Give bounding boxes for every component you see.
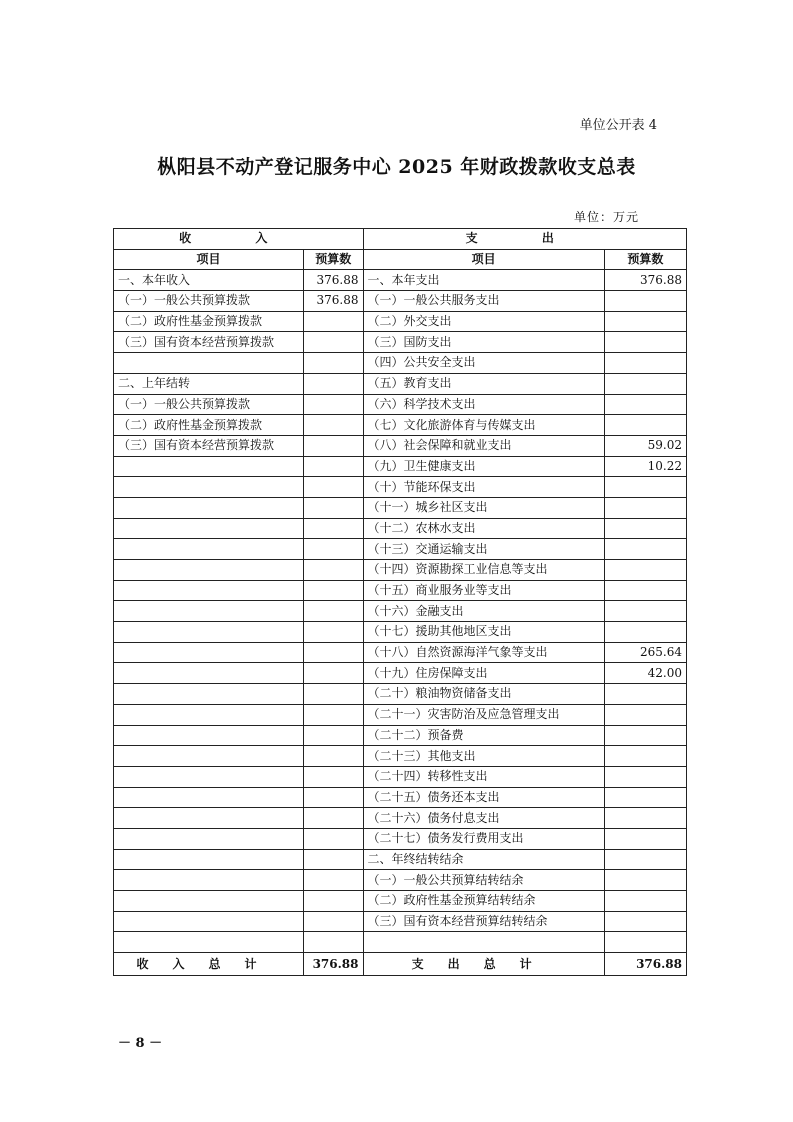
- table-row: [114, 539, 687, 560]
- income-budget-cell: [303, 766, 363, 787]
- table-row: [114, 580, 687, 601]
- expense-item-cell: （七）文化旅游体育与传媒支出: [363, 415, 604, 436]
- table-row: [114, 497, 687, 518]
- page-title: 枞阳县不动产登记服务中心 2025 年财政拨款收支总表: [157, 156, 636, 178]
- expense-budget-cell: [604, 704, 686, 725]
- income-budget-cell: [303, 932, 363, 953]
- table-row: [114, 477, 687, 498]
- column-header-row: [114, 249, 687, 270]
- expense-item-cell: （九）卫生健康支出: [363, 456, 604, 477]
- table-row: [114, 435, 687, 456]
- income-item-cell: [114, 911, 304, 932]
- expense-item-cell: （十一）城乡社区支出: [363, 497, 604, 518]
- income-item-cell: （一）一般公共预算拨款: [114, 394, 304, 415]
- expense-budget-cell: 376.88: [604, 270, 686, 291]
- income-budget-cell: [303, 684, 363, 705]
- expense-budget-cell: [604, 539, 686, 560]
- table-row: [114, 291, 687, 312]
- income-item-cell: [114, 704, 304, 725]
- expense-budget-cell: [604, 477, 686, 498]
- expense-item-cell: 二、年终结转结余: [363, 849, 604, 870]
- table-row: [114, 891, 687, 912]
- income-budget-cell: [303, 580, 363, 601]
- income-item-cell: [114, 539, 304, 560]
- table-body: [114, 270, 687, 953]
- table-row: [114, 870, 687, 891]
- income-item-cell: 一、本年收入: [114, 270, 304, 291]
- income-item-cell: 二、上年结转: [114, 373, 304, 394]
- expense-item-cell: （二十一）灾害防治及应急管理支出: [363, 704, 604, 725]
- expense-budget-cell: [604, 911, 686, 932]
- table-row: [114, 456, 687, 477]
- income-budget-cell: [303, 415, 363, 436]
- table-row: [114, 828, 687, 849]
- expense-item-cell: （二十五）债务还本支出: [363, 787, 604, 808]
- income-item-cell: （三）国有资本经营预算拨款: [114, 435, 304, 456]
- income-item-cell: [114, 518, 304, 539]
- table-row: [114, 622, 687, 643]
- expense-item-cell: （十三）交通运输支出: [363, 539, 604, 560]
- expense-item-cell: （二十三）其他支出: [363, 746, 604, 767]
- expense-budget-cell: [604, 746, 686, 767]
- table-row: [114, 311, 687, 332]
- income-budget-cell: [303, 787, 363, 808]
- income-budget-cell: [303, 911, 363, 932]
- table-row: [114, 766, 687, 787]
- expense-budget-cell: [604, 394, 686, 415]
- income-budget-cell: [303, 456, 363, 477]
- income-budget-cell: [303, 435, 363, 456]
- income-budget-cell: [303, 870, 363, 891]
- income-item-cell: [114, 663, 304, 684]
- income-item-cell: [114, 787, 304, 808]
- income-budget-cell: [303, 828, 363, 849]
- income-budget-cell: [303, 332, 363, 353]
- expense-section-header: 支 出: [363, 229, 686, 250]
- expense-item-cell: （二十）粮油物资储备支出: [363, 684, 604, 705]
- income-total-label: 收入总计: [114, 953, 304, 976]
- income-budget-cell: [303, 373, 363, 394]
- income-item-cell: [114, 477, 304, 498]
- total-row: [114, 953, 687, 976]
- income-budget-cell: [303, 539, 363, 560]
- expense-item-cell: （十五）商业服务业等支出: [363, 580, 604, 601]
- expense-item-cell: （三）国防支出: [363, 332, 604, 353]
- income-budget-cell: [303, 704, 363, 725]
- income-item-cell: [114, 580, 304, 601]
- expense-item-cell: （十七）援助其他地区支出: [363, 622, 604, 643]
- expense-budget-cell: [604, 787, 686, 808]
- expense-item-cell: [363, 932, 604, 953]
- income-item-cell: （二）政府性基金预算拨款: [114, 415, 304, 436]
- expense-item-cell: （二十二）预备费: [363, 725, 604, 746]
- income-section-header: 收 入: [114, 229, 364, 250]
- income-budget-cell: [303, 353, 363, 374]
- section-header-row: [114, 229, 687, 250]
- income-budget-cell: [303, 518, 363, 539]
- expense-total-label: 支出总计: [363, 953, 604, 976]
- expense-item-cell: （十二）农林水支出: [363, 518, 604, 539]
- income-budget-cell: [303, 477, 363, 498]
- budget-table: [113, 228, 687, 976]
- expense-budget-cell: [604, 353, 686, 374]
- expense-item-cell: （六）科学技术支出: [363, 394, 604, 415]
- income-item-cell: [114, 497, 304, 518]
- income-item-cell: [114, 684, 304, 705]
- table-row: [114, 332, 687, 353]
- expense-item-cell: （四）公共安全支出: [363, 353, 604, 374]
- table-row: [114, 787, 687, 808]
- table-row: [114, 808, 687, 829]
- income-item-header: 项目: [114, 249, 304, 270]
- expense-item-cell: （二十七）债务发行费用支出: [363, 828, 604, 849]
- table-row: [114, 684, 687, 705]
- expense-item-cell: （三）国有资本经营预算结转结余: [363, 911, 604, 932]
- expense-budget-cell: 10.22: [604, 456, 686, 477]
- expense-item-cell: （五）教育支出: [363, 373, 604, 394]
- expense-budget-cell: [604, 828, 686, 849]
- expense-budget-cell: [604, 725, 686, 746]
- income-item-cell: [114, 808, 304, 829]
- expense-item-cell: （二十六）债务付息支出: [363, 808, 604, 829]
- table-row: [114, 373, 687, 394]
- expense-budget-cell: [604, 373, 686, 394]
- income-item-cell: [114, 766, 304, 787]
- expense-budget-cell: [604, 311, 686, 332]
- expense-budget-cell: 42.00: [604, 663, 686, 684]
- expense-budget-cell: [604, 622, 686, 643]
- expense-item-cell: （十六）金融支出: [363, 601, 604, 622]
- income-item-cell: [114, 870, 304, 891]
- income-item-cell: [114, 622, 304, 643]
- income-budget-header: 预算数: [303, 249, 363, 270]
- table-row: [114, 932, 687, 953]
- expense-budget-cell: [604, 849, 686, 870]
- expense-item-cell: （一）一般公共预算结转结余: [363, 870, 604, 891]
- expense-item-cell: （十九）住房保障支出: [363, 663, 604, 684]
- income-item-cell: [114, 601, 304, 622]
- expense-item-cell: （十四）资源勘探工业信息等支出: [363, 560, 604, 581]
- income-item-cell: （三）国有资本经营预算拨款: [114, 332, 304, 353]
- table-tag: 单位公开表 4: [579, 118, 657, 133]
- expense-item-cell: （十）节能环保支出: [363, 477, 604, 498]
- income-budget-cell: [303, 394, 363, 415]
- income-budget-cell: [303, 891, 363, 912]
- page-number: － 8 －: [118, 1036, 163, 1051]
- expense-item-cell: 一、本年支出: [363, 270, 604, 291]
- table-row: [114, 601, 687, 622]
- expense-budget-cell: [604, 332, 686, 353]
- income-item-cell: [114, 932, 304, 953]
- expense-budget-cell: [604, 291, 686, 312]
- table-row: [114, 415, 687, 436]
- table-row: [114, 270, 687, 291]
- expense-budget-cell: [604, 415, 686, 436]
- expense-budget-cell: [604, 870, 686, 891]
- income-item-cell: （二）政府性基金预算拨款: [114, 311, 304, 332]
- income-budget-cell: [303, 497, 363, 518]
- expense-budget-cell: [604, 766, 686, 787]
- expense-item-cell: （二）外交支出: [363, 311, 604, 332]
- income-budget-cell: [303, 663, 363, 684]
- income-budget-cell: [303, 746, 363, 767]
- expense-item-cell: （八）社会保障和就业支出: [363, 435, 604, 456]
- expense-budget-cell: [604, 932, 686, 953]
- income-total-value: 376.88: [303, 953, 363, 976]
- income-budget-cell: [303, 622, 363, 643]
- unit-label: 单位：万元: [573, 210, 639, 224]
- income-item-cell: [114, 642, 304, 663]
- expense-item-header: 项目: [363, 249, 604, 270]
- expense-budget-cell: [604, 497, 686, 518]
- table-row: [114, 911, 687, 932]
- income-item-cell: [114, 849, 304, 870]
- expense-budget-cell: 59.02: [604, 435, 686, 456]
- income-budget-cell: [303, 311, 363, 332]
- expense-item-cell: （十八）自然资源海洋气象等支出: [363, 642, 604, 663]
- expense-budget-cell: [604, 560, 686, 581]
- income-item-cell: [114, 456, 304, 477]
- expense-budget-cell: [604, 684, 686, 705]
- income-item-cell: [114, 891, 304, 912]
- table-row: [114, 725, 687, 746]
- income-budget-cell: 376.88: [303, 291, 363, 312]
- expense-item-cell: （一）一般公共服务支出: [363, 291, 604, 312]
- income-item-cell: [114, 746, 304, 767]
- income-budget-cell: [303, 642, 363, 663]
- income-item-cell: [114, 828, 304, 849]
- income-budget-cell: 376.88: [303, 270, 363, 291]
- income-item-cell: [114, 353, 304, 374]
- income-item-cell: [114, 560, 304, 581]
- income-budget-cell: [303, 849, 363, 870]
- expense-budget-header: 预算数: [604, 249, 686, 270]
- table-row: [114, 704, 687, 725]
- table-row: [114, 560, 687, 581]
- income-budget-cell: [303, 601, 363, 622]
- table-row: [114, 518, 687, 539]
- table-row: [114, 663, 687, 684]
- expense-item-cell: （二）政府性基金预算结转结余: [363, 891, 604, 912]
- expense-budget-cell: [604, 518, 686, 539]
- income-budget-cell: [303, 725, 363, 746]
- table-row: [114, 849, 687, 870]
- expense-budget-cell: [604, 891, 686, 912]
- table-row: [114, 642, 687, 663]
- expense-total-value: 376.88: [604, 953, 686, 976]
- table-row: [114, 394, 687, 415]
- expense-budget-cell: [604, 580, 686, 601]
- expense-budget-cell: [604, 808, 686, 829]
- income-item-cell: （一）一般公共预算拨款: [114, 291, 304, 312]
- expense-item-cell: （二十四）转移性支出: [363, 766, 604, 787]
- income-budget-cell: [303, 808, 363, 829]
- expense-budget-cell: 265.64: [604, 642, 686, 663]
- expense-budget-cell: [604, 601, 686, 622]
- table-row: [114, 353, 687, 374]
- income-budget-cell: [303, 560, 363, 581]
- table-row: [114, 746, 687, 767]
- income-item-cell: [114, 725, 304, 746]
